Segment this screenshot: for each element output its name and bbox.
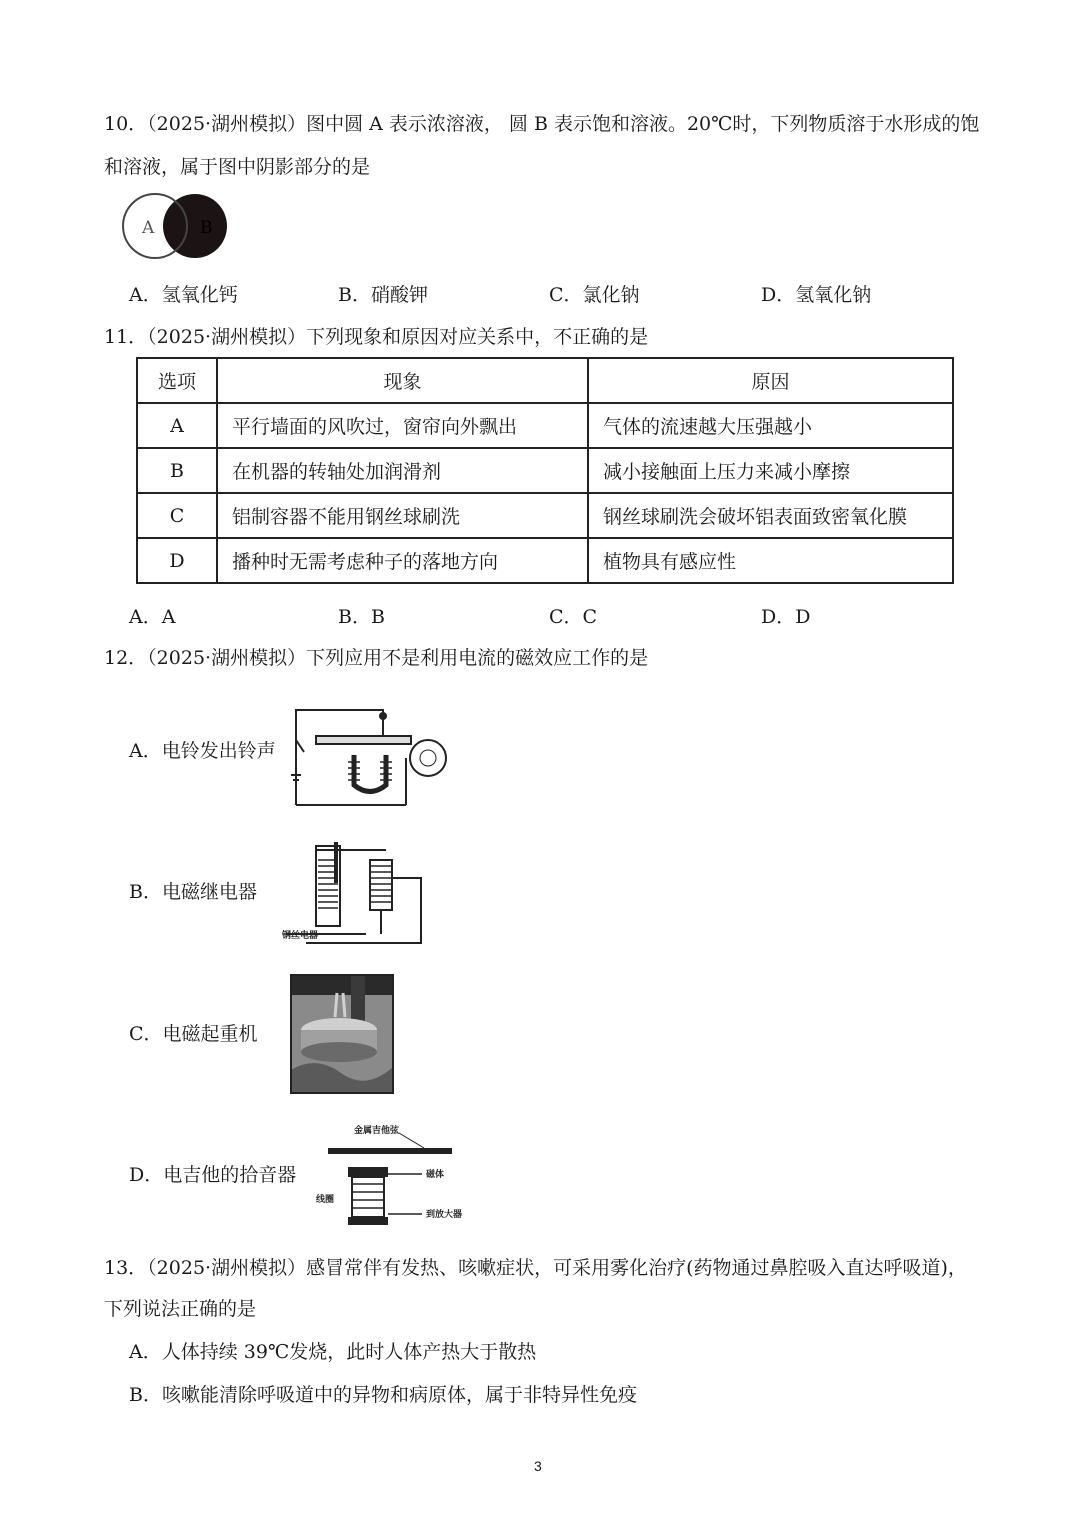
table-cell: 植物具有感应性 bbox=[588, 538, 953, 583]
q11-option-a: A．A bbox=[129, 606, 176, 628]
table-header-cell: 原因 bbox=[588, 358, 953, 403]
q12-stem: 12．（2025·湖州模拟）下列应用不是利用电流的磁效应工作的是 bbox=[104, 647, 649, 669]
table-row bbox=[137, 493, 953, 538]
q10-stem-line1: 10．（2025·湖州模拟）图中圆 A 表示浓溶液， 圆 B 表示饱和溶液。20℃时，下列物质溶于水形成的饱 bbox=[104, 113, 980, 135]
venn-circle-b bbox=[163, 194, 227, 258]
relay-figure bbox=[276, 838, 426, 948]
relay-label: 钢丝电器 bbox=[282, 931, 319, 941]
q13-stem-line2: 下列说法正确的是 bbox=[104, 1298, 257, 1320]
q10-option-c: C．氯化钠 bbox=[549, 284, 640, 306]
table-cell: 铝制容器不能用钢丝球刷洗 bbox=[217, 493, 588, 538]
table-cell: C bbox=[137, 493, 217, 538]
guitar-string-label: 金属吉他弦 bbox=[354, 1126, 400, 1136]
table-cell: B bbox=[137, 448, 217, 493]
q12-option-c: C．电磁起重机 bbox=[129, 1023, 258, 1045]
table-header-row bbox=[137, 358, 953, 403]
q12-option-b: B．电磁继电器 bbox=[129, 881, 257, 903]
page-number: 3 bbox=[534, 1458, 542, 1474]
magnet-label: 磁体 bbox=[426, 1170, 445, 1180]
q12-option-a: A．电铃发出铃声 bbox=[129, 740, 276, 762]
table-header-cell: 现象 bbox=[217, 358, 588, 403]
amplifier-label: 到放大器 bbox=[426, 1210, 463, 1220]
q10-stem-line2: 和溶液，属于图中阴影部分的是 bbox=[104, 156, 371, 178]
q10-option-a: A．氢氧化钙 bbox=[129, 284, 238, 306]
pickup-figure bbox=[314, 1122, 474, 1232]
table-cell: D bbox=[137, 538, 217, 583]
table-cell: 气体的流速越大压强越小 bbox=[588, 403, 953, 448]
table-cell: 平行墙面的风吹过，窗帘向外飘出 bbox=[217, 403, 588, 448]
q11-option-c: C．C bbox=[549, 606, 598, 628]
venn-label-b: B bbox=[200, 218, 213, 238]
table-cell: A bbox=[137, 403, 217, 448]
q11-stem: 11．（2025·湖州模拟）下列现象和原因对应关系中，不正确的是 bbox=[104, 326, 649, 348]
table-header-cell: 选项 bbox=[137, 358, 217, 403]
table-cell: 播种时无需考虑种子的落地方向 bbox=[217, 538, 588, 583]
electric-bell-figure bbox=[288, 700, 438, 810]
q13-option-a: A．人体持续 39℃发烧，此时人体产热大于散热 bbox=[129, 1341, 537, 1363]
q13-stem-line1: 13．（2025·湖州模拟）感冒常伴有发热、咳嗽症状，可采用雾化治疗(药物通过鼻腔吸入直达呼吸道)， bbox=[104, 1257, 967, 1279]
table-row bbox=[137, 448, 953, 493]
q11-option-b: B．B bbox=[338, 606, 385, 628]
venn-label-a: A bbox=[142, 218, 155, 238]
table-row bbox=[137, 403, 953, 448]
q10-option-d: D．氢氧化钠 bbox=[761, 284, 872, 306]
venn-diagram bbox=[112, 188, 242, 266]
q12-option-d: D．电吉他的拾音器 bbox=[129, 1164, 297, 1186]
table-cell: 减小接触面上压力来减小摩擦 bbox=[588, 448, 953, 493]
q11-option-d: D．D bbox=[761, 606, 811, 628]
q10-option-b: B．硝酸钾 bbox=[338, 284, 428, 306]
table-row bbox=[137, 538, 953, 583]
q13-option-b: B．咳嗽能清除呼吸道中的异物和病原体，属于非特异性免疫 bbox=[129, 1384, 637, 1406]
table-cell: 在机器的转轴处加润滑剂 bbox=[217, 448, 588, 493]
coil-label: 线圈 bbox=[316, 1195, 335, 1205]
table-cell: 钢丝球刷洗会破坏铝表面致密氧化膜 bbox=[588, 493, 953, 538]
q11-table bbox=[136, 357, 954, 584]
crane-photo bbox=[291, 975, 393, 1093]
